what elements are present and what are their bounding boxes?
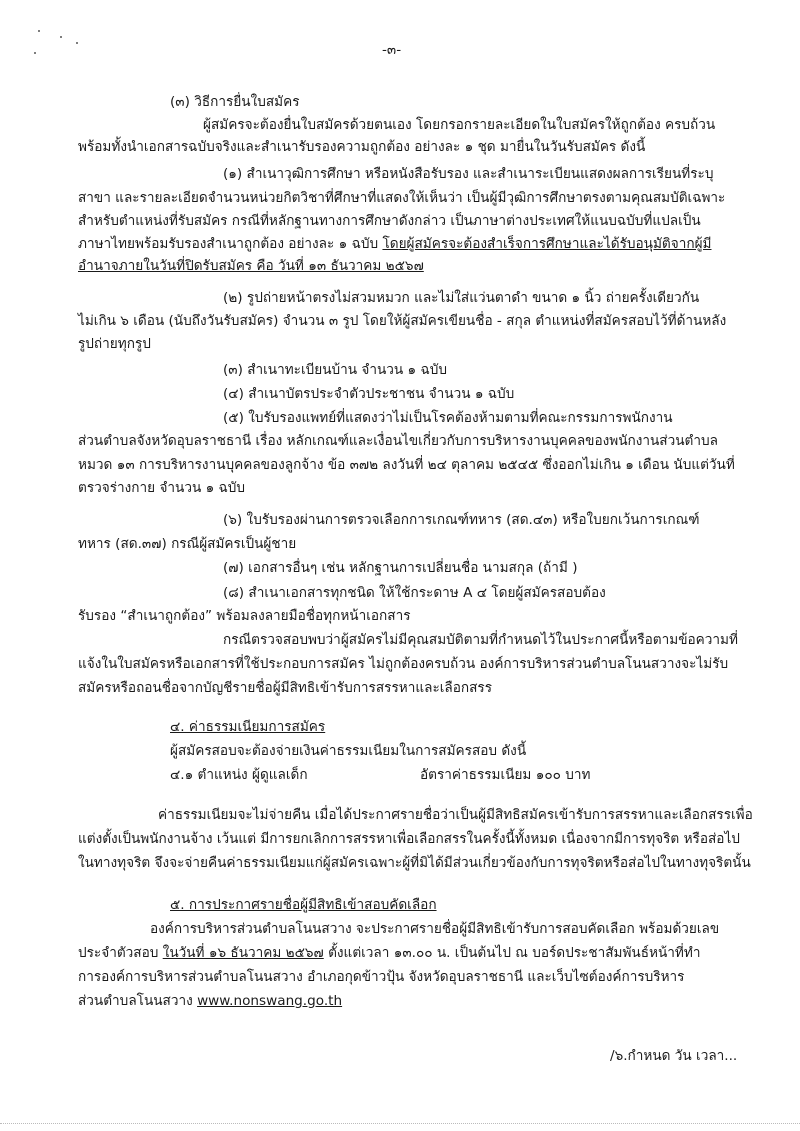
item3: (๓) สำเนาทะเบียนบ้าน จำนวน ๑ ฉบับ [223,362,447,378]
fee-position: ๔.๑ ตำแหน่ง ผู้ดูแลเด็ก [170,767,308,783]
section4-heading: ๔. ค่าธรรมเนียมการสมัคร [170,719,326,735]
section5-line2-b: ตั้งแต่เวลา ๑๓.๐๐ น. เป็นต้นไป ณ บอร์ดประชาสัมพันธ์หน้าที่ทำ [323,945,701,961]
section3-intro-line: พร้อมทั้งนำเอกสารฉบับจริงและสำเนารับรองความถูกต้อง อย่างละ ๑ ชุด มายื่นในวันรับสมัคร ดังนี้ [78,139,646,155]
note-line: สมัครหรือถอนชื่อจากบัญชีรายชื่อผู้มีสิทธิเข้ารับการสรรหาและเลือกสรร [78,680,493,696]
item2-line: (๒) รูปถ่ายหน้าตรงไม่สวมหมวก และไม่ใส่แว่นตาดำ ขนาด ๑ นิ้ว ถ่ายครั้งเดียวกัน [223,290,700,306]
fee-amount: อัตราค่าธรรมเนียม ๑๐๐ บาท [420,767,591,783]
section5-line2-a: ประจำตัวสอบ [78,945,163,961]
note-line: กรณีตรวจสอบพบว่าผู้สมัครไม่มีคุณสมบัติตามที่กำหนดไว้ในประกาศนี้หรือตามข้อความที่ [223,632,738,648]
item2-line: รูปถ่ายทุกรูป [78,336,151,352]
note-line: แจ้งในใบสมัครหรือเอกสารที่ใช้ประกอบการสมัคร ไม่ถูกต้องครบถ้วน องค์การบริหารส่วนตำบลโนนสวางจะไม่รับ [78,656,729,672]
section4-intro: ผู้สมัครสอบจะต้องจ่ายเงินค่าธรรมเนียมในการสมัครสอบ ดังนี้ [170,743,527,759]
scan-speck [38,30,40,32]
section5-line: องค์การบริหารส่วนตำบลโนนสวาง จะประกาศรายชื่อผู้มีสิทธิเข้ารับการสอบคัดเลือก พร้อมด้วยเลข [150,921,720,937]
item8-line: (๘) สำเนาเอกสารทุกชนิด ให้ใช้กระดาษ A ๔ โดยผู้สมัครสอบต้อง [223,585,606,601]
section5-heading: ๕. การประกาศรายชื่อผู้มีสิทธิเข้าสอบคัดเลือก [170,897,437,913]
section3-heading: (๓) วิธีการยื่นใบสมัคร [170,94,300,110]
item6-line: (๖) ใบรับรองผ่านการตรวจเลือกการเกณฑ์ทหาร (สด.๔๓) หรือใบยกเว้นการเกณฑ์ [223,512,700,528]
item5-line: ส่วนตำบลจังหวัดอุบลราชธานี เรื่อง หลักเกณฑ์และเงื่อนไขเกี่ยวกับการบริหารงานบุคคลของพนักงานส่วนตำบล [78,433,718,449]
section3-intro-line: ผู้สมัครจะต้องยื่นใบสมัครด้วยตนเอง โดยกรอกรายละเอียดในใบสมัครให้ถูกต้อง ครบถ้วน [203,117,716,133]
section5-line-4 [78,991,342,1011]
item4: (๔) สำเนาบัตรประจำตัวประชาชน จำนวน ๑ ฉบับ [223,386,515,402]
item1-line-4 [78,234,712,254]
section5-line4-a: ส่วนตำบลโนนสวาง [78,993,198,1009]
website-link[interactable]: www.nonswang.go.th [197,993,343,1009]
scan-speck [76,42,78,44]
item1-line: สำหรับตำแหน่งที่รับสมัคร กรณีที่หลักฐานทางการศึกษาดังกล่าว เป็นภาษาต่างประเทศให้แนบฉบับที่แปลเป็น [78,213,701,229]
deadline-note: โดยผู้สมัครจะต้องสำเร็จการศึกษาและได้รับอนุมัติจากผู้มี [382,236,712,252]
item1-line4-plain: ภาษาไทยพร้อมรับรองสำเนาถูกต้อง อย่างละ ๑ ฉบับ [78,236,383,252]
item5-line: หมวด ๑๓ การบริหารงานบุคคลของลูกจ้าง ข้อ ๓๗๒ ลงวันที่ ๒๔ ตุลาคม ๒๕๔๕ ซึ่งออกไม่เกิน ๑ เดือน นับแต่วันที่ [78,457,735,473]
scan-speck [34,52,36,54]
deadline-date: อำนาจภายในวันที่ปิดรับสมัคร คือ วันที่ ๑๓ ธันวาคม ๒๕๖๗ [78,258,424,274]
item1-line: สาขา และรายละเอียดจำนวนหน่วยกิตวิชาที่ศึกษาที่แสดงให้เห็นว่า เป็นผู้มีวุฒิการศึกษาตรงตามคุณสมบัติเฉพาะ [78,190,726,206]
item5-line: ตรวจร่างกาย จำนวน ๑ ฉบับ [78,480,246,496]
item6-line: ทหาร (สด.๓๗) กรณีผู้สมัครเป็นผู้ชาย [78,536,297,552]
refund-line: แต่งตั้งเป็นพนักงานจ้าง เว้นแต่ มีการยกเลิกการสรรหาเพื่อเลือกสรรในครั้งนี้ทั้งหมด เนื่องจากมีการทุจริต หรือส่อไป [78,831,740,847]
page-bottom-edge [0,1123,800,1125]
refund-line: ค่าธรรมเนียมจะไม่จ่ายคืน เมื่อได้ประกาศรายชื่อว่าเป็นผู้มีสิทธิสมัครเข้ารับการสรรหาและเลือกสรรเพื่อ [158,807,753,823]
item7: (๗) เอกสารอื่นๆ เช่น หลักฐานการเปลี่ยนชื่อ นามสกุล (ถ้ามี ) [223,560,578,576]
item8-line: รับรอง “สำเนาถูกต้อง” พร้อมลงลายมือชื่อทุกหน้าเอกสาร [78,608,411,624]
page-number: -๓- [382,42,402,58]
continuation-note: /๖.กำหนด วัน เวลา... [610,1048,738,1064]
item1-line: (๑) สำเนาวุฒิการศึกษา หรือหนังสือรับรอง และสำเนาระเบียนแสดงผลการเรียนที่ระบุ [223,166,714,182]
section5-line: การองค์การบริหารส่วนตำบลโนนสวาง อำเภอกุดข้าวปุ้น จังหวัดอุบลราชธานี และเว็บไซต์องค์การบริหาร [78,969,685,985]
scan-speck [60,36,62,38]
item2-line: ไม่เกิน ๖ เดือน (นับถึงวันรับสมัคร) จำนวน ๓ รูป โดยให้ผู้สมัครเขียนชื่อ - สกุล ตำแหน่งที่สมัครสอบไว้ที่ด้านหลัง [78,313,727,329]
section5-line-2 [78,943,700,963]
item5-line: (๕) ใบรับรองแพทย์ที่แสดงว่าไม่เป็นโรคต้องห้ามตามที่คณะกรรมการพนักงาน [223,410,673,426]
announcement-date: ในวันที่ ๑๖ ธันวาคม ๒๕๖๗ [162,945,324,961]
refund-line: ในทางทุจริต จึงจะจ่ายคืนค่าธรรมเนียมแก่ผู้สมัครเฉพาะผู้ที่มิได้มีส่วนเกี่ยวข้องกับการทุจริตหรือส่อไปในทางทุจริตนั้น [78,855,751,871]
